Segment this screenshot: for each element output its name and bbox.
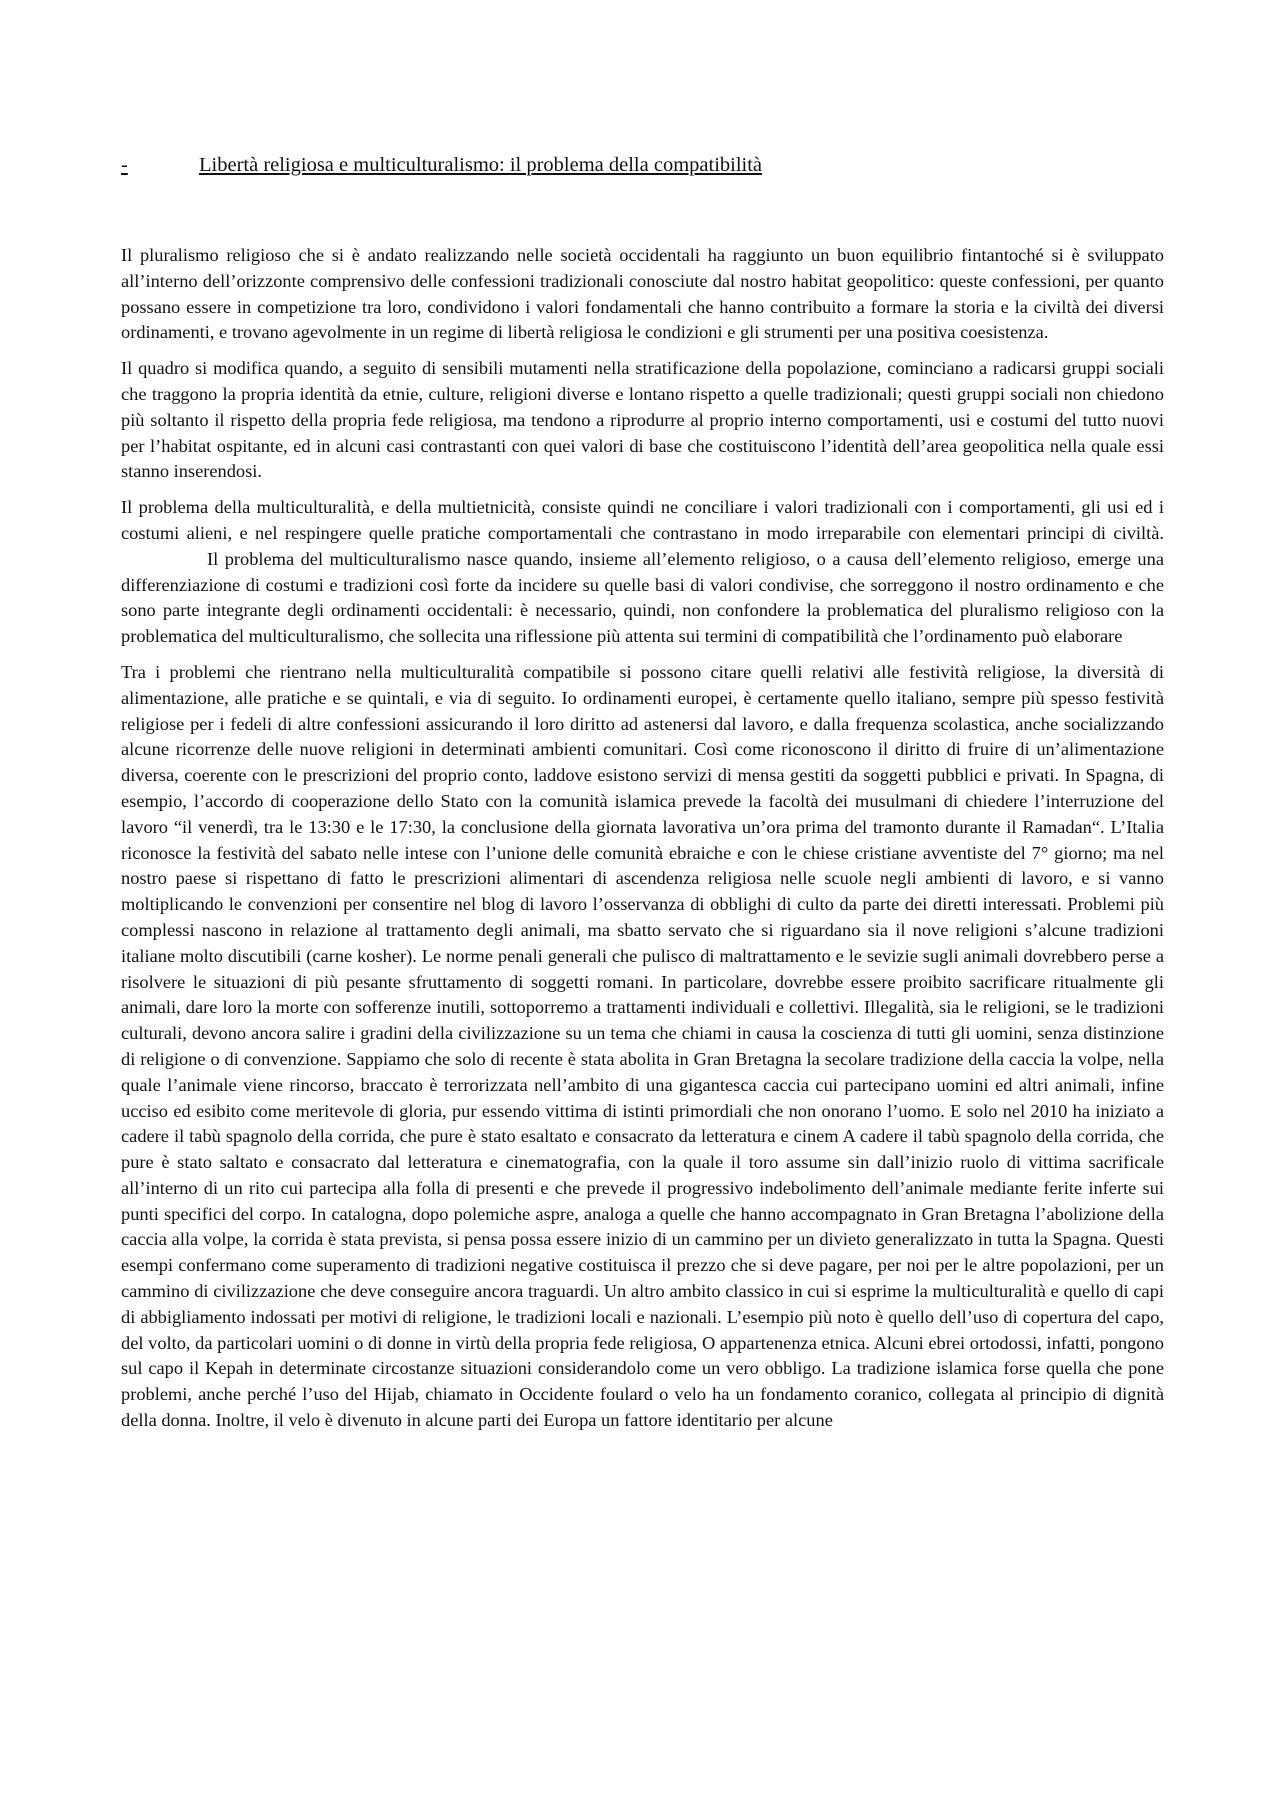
paragraph-3-part-2: Il problema del multiculturalismo nasce quando, insieme all’elemento religioso, o a causa dell’elemento religioso, emerge una differenziazione di costumi e tradizioni così forte da incidere su quelle basi di valori condivise, che sorreggono il nostro ordinamento e che sono parte integrante degli ordinamenti occidentali: è necessario, quindi, non confondere la problematica del pluralismo religioso con la problematica del multiculturalismo, che sollecita una riflessione più attenta sui termini di compatibilità che l’ordinamento può elaborare — [121, 548, 1164, 647]
heading-title: Libertà religiosa e multiculturalismo: il problema della compatibilità — [199, 154, 763, 176]
section-heading — [121, 151, 921, 179]
document-body — [121, 243, 1164, 1444]
heading-bullet: - — [121, 154, 128, 176]
paragraph-3-part-1: Il problema della multiculturalità, e della multietnicità, consiste quindi ne conciliare i valori tradizionali con i comportamenti, gli usi ed i costumi alieni, e nel respingere quelle pratiche comportamentali che contrastano in modo irreparabile con elementari principi di civiltà. — [121, 497, 1164, 543]
paragraph-4: Tra i problemi che rientrano nella multiculturalità compatibile si possono citare quelli relativi alle festività religiose, la diversità di alimentazione, alle pratiche e se quintali, e via di seguito. Io ordinamenti europei, è certamente quello italiano, sempre più spesso festività religiose per i fedeli di altre confessioni assicurando il loro diritto ad astenersi dal lavoro, e dalla frequenza scolastica, anche socializzando alcune ricorrenze delle nuove religioni in determinati ambienti comunitari. Così come riconoscono il diritto di fruire di un’alimentazione diversa, coerente con le prescrizioni del proprio conto, laddove esistono servizi di mensa gestiti da soggetti pubblici e privati. In Spagna, di esempio, l’accordo di cooperazione dello Stato con la comunità islamica prevede la facoltà dei musulmani di chiedere l’interruzione del lavoro “il venerdì, tra le 13:30 e le 17:30, la conclusione della giornata lavorativa un’ora prima del tramonto durante il Ramadan“. L’Italia riconosce la festività del sabato nelle intese con l’unione delle comunità ebraiche e con le chiese cristiane avventiste del 7° giorno; ma nel nostro paese si rispettano di fatto le prescrizioni alimentari di ascendenza religiosa nelle scuole negli ambienti di lavoro, e si vanno moltiplicando le convenzioni per consentire nel blog di lavoro l’osservanza di obblighi di culto da parte dei diretti interessati. Problemi più complessi nascono in relazione al trattamento degli animali, ma sbatto servato che si riguardano sia il nove religioni s’alcune tradizioni italiane molto discutibili (carne kosher). Le norme penali generali che pulisco di maltrattamento e le sevizie sugli animali dovrebbero perse a risolvere le situazioni di più pesante sfruttamento di soggetti romani. In particolare, dovrebbe essere proibito sacrificare ritualmente gli animali, dare loro la morte con sofferenze inutili, sottoporremo a trattamenti individuali e collettivi. Illegalità, sia le religioni, se le tradizioni culturali, devono ancora salire i gradini della civilizzazione su un tema che chiami in causa la coscienza di tutti gli uomini, senza distinzione di religione o di convenzione. Sappiamo che solo di recente è stata abolita in Gran Bretagna la secolare tradizione della caccia la volpe, nella quale l’animale viene rincorso, braccato è terrorizzata nell’ambito di una gigantesca caccia cui partecipano uomini ed altri animali, infine ucciso ed esibito come meritevole di gloria, pur essendo vittima di istinti primordiali che non onorano l’uomo. E solo nel 2010 ha iniziato a cadere il tabù spagnolo della corrida, che pure è stato esaltato e consacrato da letteratura e cinem A cadere il tabù spagnolo della corrida, che pure è stato saltato e consacrato dal letteratura e cinematografia, con la quale il toro assume sin dall’inizio ruolo di vittima sacrificale all’interno di un rito cui partecipa alla folla di presenti e che prevede il progressivo indebolimento dell’animale mediante ferite inferte sui punti specifici del corpo. In catalogna, dopo polemiche aspre, analoga a quelle che hanno accompagnato in Gran Bretagna l’abolizione della caccia alla volpe, la corrida è stata prevista, si pensa possa essere inizio di un cammino per un divieto generalizzato in tutta la Spagna. Questi esempi confermano come superamento di tradizioni negative costituisca il prezzo che si deve pagare, per noi per le altre popolazioni, per un cammino di civilizzazione che deve conseguire ancora traguardi. Un altro ambito classico in cui si esprime la multiculturalità e quello di capi di abbigliamento indossati per motivi di religione, le tradizioni locali e nazionali. L’esempio più noto è quello dell’uso di copertura del capo, del volto, da particolari uomini o di donne in virtù della propria fede religiosa, O appartenenza etnica. Alcuni ebrei ortodossi, infatti, pongono sul capo il Kepah in determinate circostanze situazioni considerandolo come un vero obbligo. La tradizione islamica forse quella che pone problemi, anche perché l’uso del Hijab, chiamato in Occidente foulard o velo ha un fondamento coranico, collegata al principio di dignità della donna. Inoltre, il velo è divenuto in alcune parti dei Europa un fattore identitario per alcune — [121, 661, 1164, 1431]
paragraph-3 — [121, 495, 1164, 650]
paragraph-1: Il pluralismo religioso che si è andato realizzando nelle società occidentali ha raggiunto un buon equilibrio fintantoché si è sviluppato all’interno dell’orizzonte comprensivo delle confessioni tradizionali conosciute dal nostro habitat geopolitico: queste confessioni, per quanto possano essere in competizione tra loro, condividono i valori fondamentali che hanno contribuito a formare la storia e la civiltà dei diversi ordinamenti, e trovano agevolmente in un regime di libertà religiosa le condizioni e gli strumenti per una positiva coesistenza. — [121, 245, 1164, 343]
paragraph-2: Il quadro si modifica quando, a seguito di sensibili mutamenti nella stratificazione della popolazione, cominciano a radicarsi gruppi sociali che traggono la propria identità da etnie, culture, religioni diverse e lontano rispetto a quelle tradizionali; questi gruppi sociali non chiedono più soltanto il rispetto della propria fede religiosa, ma tendono a riprodurre al proprio interno comportamenti, usi e costumi del tutto nuovi per l’habitat ospitante, ed in alcuni casi contrastanti con quei valori di base che costituiscono l’identità dell’area geopolitica nella quale essi stanno inserendosi. — [121, 358, 1164, 482]
